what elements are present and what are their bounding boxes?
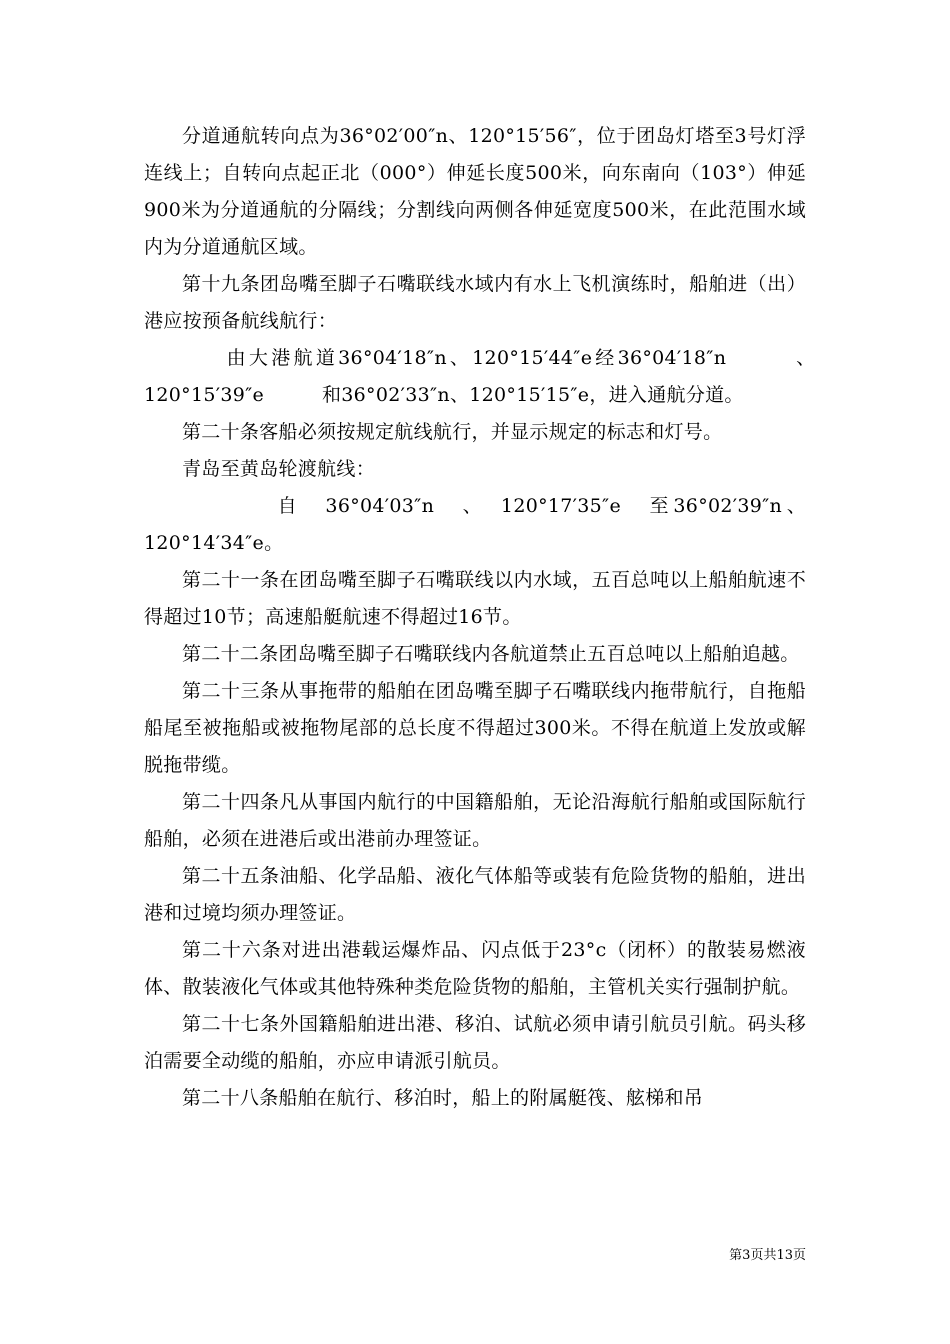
paragraph-article-25: 第二十五条油船、化学品船、液化气体船等或装有危险货物的船舶，进出港和过境均须办理签证。 [144,865,806,924]
paragraph-article-21: 第二十一条在团岛嘴至脚子石嘴联线以内水域，五百总吨以上船舶航速不得超过10节；高速船艇航速不得超过16节。 [144,569,806,628]
paragraph-ferry-route-coords: 自 36°04′03″n 、 120°17′35″e 至36°02′39″n、120°14′34″e。 [144,495,806,554]
paragraph-article-24: 第二十四条凡从事国内航行的中国籍船舶，无论沿海航行船舶或国际航行船舶，必须在进港后或出港前办理签证。 [144,791,806,850]
paragraph-article-22: 第二十二条团岛嘴至脚子石嘴联线内各航道禁止五百总吨以上船舶追越。 [182,643,800,665]
page-number-footer: 第3页共13页 [729,1248,806,1263]
paragraph-article-26: 第二十六条对进出港载运爆炸品、闪点低于23°c（闭杯）的散装易燃液体、散装液化气体或其他特殊种类危险货物的船舶，主管机关实行强制护航。 [144,939,806,998]
paragraph-article-23: 第二十三条从事拖带的船舶在团岛嘴至脚子石嘴联线内拖带航行，自拖船船尾至被拖船或被拖物尾部的总长度不得超过300米。不得在航道上发放或解脱拖带缆。 [144,680,806,776]
paragraph-article-27: 第二十七条外国籍船舶进出港、移泊、试航必须申请引航员引航。码头移泊需要全动缆的船舶，亦应申请派引航员。 [144,1013,806,1072]
document-body [144,118,864,1117]
paragraph-article-28: 第二十八条船舶在航行、移泊时，船上的附属艇筏、舷梯和吊 [182,1087,704,1109]
paragraph-separation-turning-point: 分道通航转向点为36°02′00″n、120°15′56″，位于团岛灯塔至3号灯浮连线上；自转向点起正北（000°）伸延长度500米，向东南向（103°）伸延900米为分道通航的分隔线；分割线向两侧各伸延宽度500米，在此范围水域内为分道通航区域。 [144,125,806,258]
paragraph-article-19: 第十九条团岛嘴至脚子石嘴联线水域内有水上飞机演练时，船舶进（出）港应按预备航线航行： [144,273,806,332]
paragraph-ferry-route-heading: 青岛至黄岛轮渡航线： [182,458,376,480]
paragraph-article-20: 第二十条客船必须按规定航线航行，并显示规定的标志和灯号。 [182,421,723,443]
paragraph-article-19-route: 由大港航道36°04′18″n、120°15′44″e经36°04′18″n 、 120°15′39″e 和36°02′33″n、120°15′15″e，进入通航分道。 [144,347,864,406]
